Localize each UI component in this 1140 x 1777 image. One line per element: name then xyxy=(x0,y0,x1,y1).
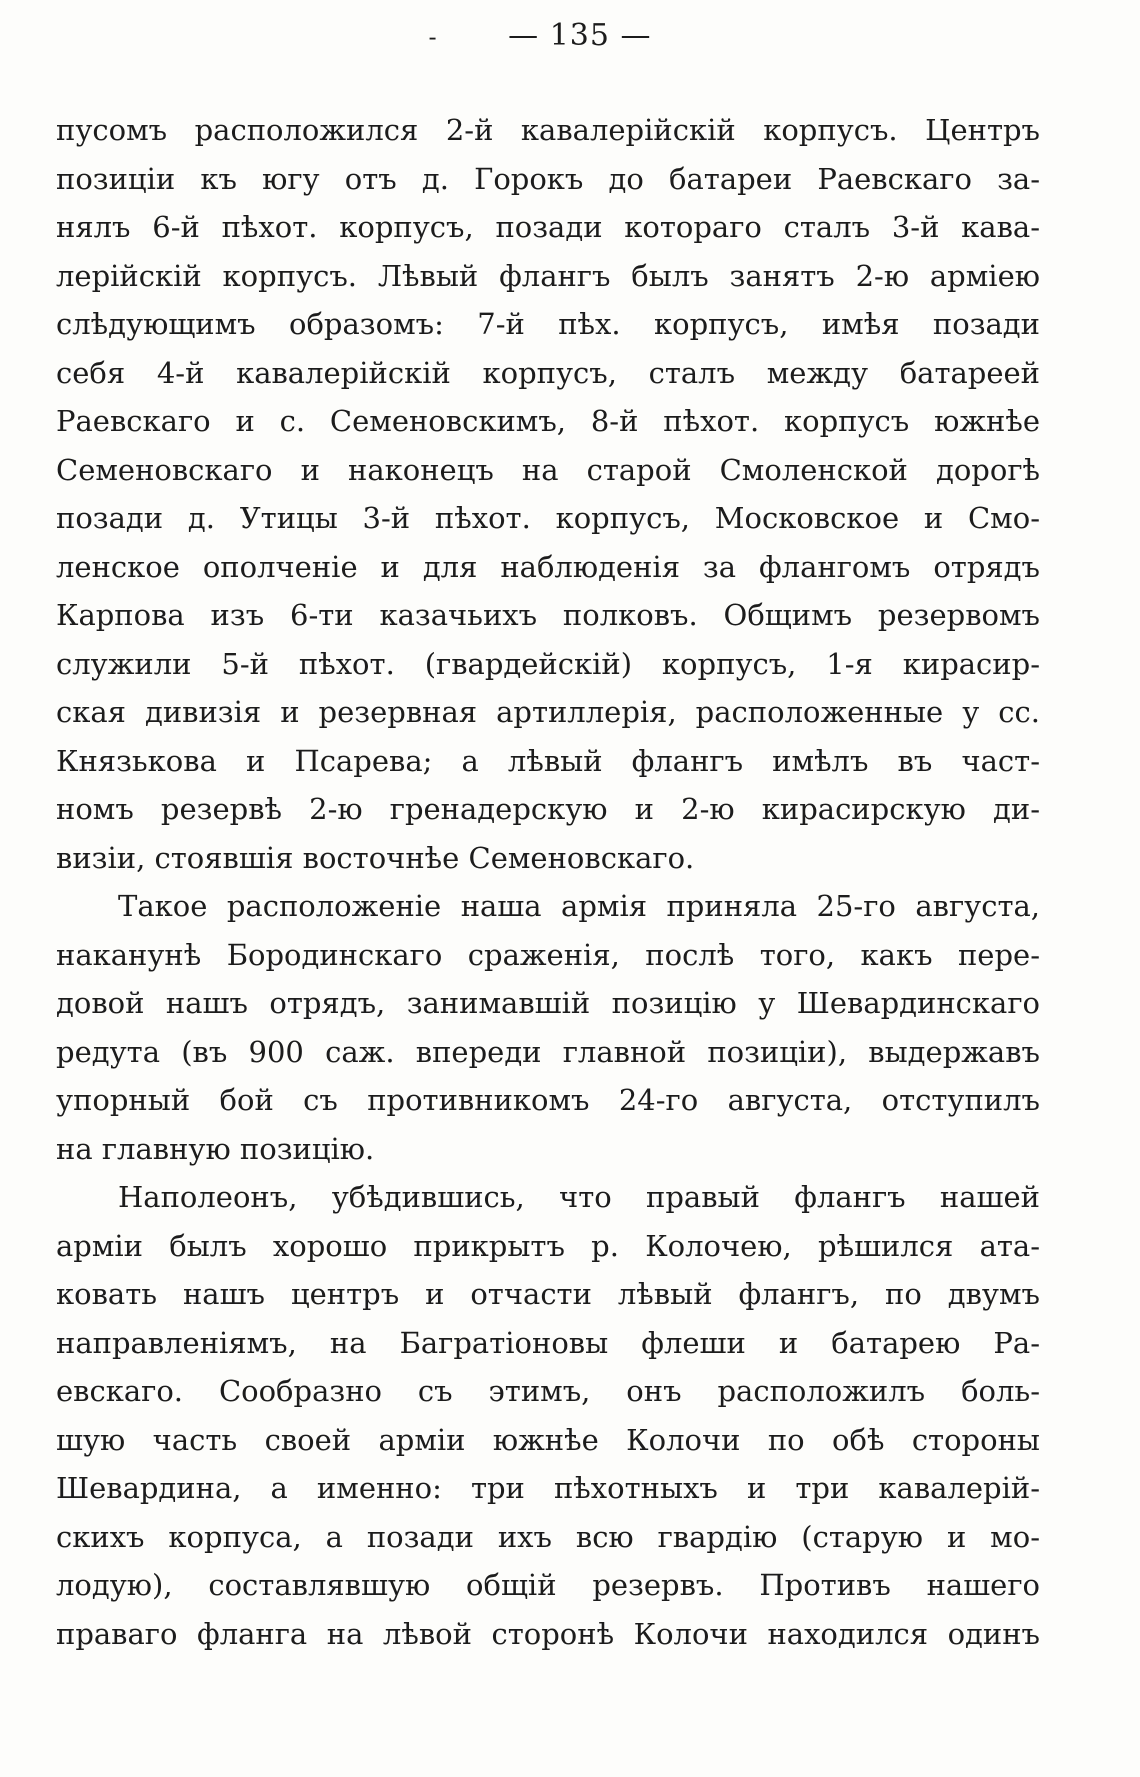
text-line: довой нашъ отрядъ, занимавшій позицію у Шевардинскаго xyxy=(56,986,1040,1020)
text-line: себя 4-й кавалерійскій корпусъ, сталъ между батареей xyxy=(56,355,1040,390)
page-number: — 135 — xyxy=(508,18,652,53)
text-line: ская дивизія и резервная артиллерія, расположенные у сс. xyxy=(56,695,1040,729)
paragraph-2 xyxy=(56,882,1040,1173)
paragraph-1 xyxy=(56,106,1040,882)
text-line: Шевардина, а именно: три пѣхотныхъ и три кавалерій- xyxy=(56,1471,1040,1505)
text-line: позиціи къ югу отъ д. Горокъ до батареи Раевскаго за- xyxy=(56,161,1040,196)
text-line: шую часть своей арміи южнѣе Колочи по обѣ стороны xyxy=(56,1422,1040,1457)
text-line: редута (въ 900 саж. впереди главной позиціи), выдержавъ xyxy=(56,1034,1040,1069)
text-line: арміи былъ хорошо прикрытъ р. Колочею, рѣшился ата- xyxy=(56,1228,1040,1263)
text-line: наканунѣ Бородинскаго сраженія, послѣ того, какъ пере- xyxy=(56,937,1040,972)
text-line: лодую), составлявшую общій резервъ. Противъ нашего xyxy=(56,1568,1040,1602)
text-line: скихъ корпуса, а позади ихъ всю гвардію (старую и мо- xyxy=(56,1519,1040,1554)
text-line: упорный бой съ противникомъ 24-го августа, отступилъ xyxy=(56,1083,1040,1117)
text-line: направленіямъ, на Багратіоновы флеши и батарею Ра- xyxy=(56,1325,1040,1360)
body-text xyxy=(56,106,1040,1658)
paragraph-3 xyxy=(56,1173,1040,1658)
text-line: лерійскій корпусъ. Лѣвый флангъ былъ занятъ 2-ю арміею xyxy=(56,258,1040,293)
text-line: нялъ 6-й пѣхот. корпусъ, позади котораго сталъ 3-й кава- xyxy=(56,210,1040,244)
text-line: ковать нашъ центръ и отчасти лѣвый флангъ, по двумъ xyxy=(56,1277,1040,1311)
text-line: Карпова изъ 6-ти казачьихъ полковъ. Общимъ резервомъ xyxy=(56,598,1040,632)
page-header xyxy=(0,18,1140,53)
text-line: ленское ополченіе и для наблюденія за флангомъ отрядъ xyxy=(56,549,1040,584)
text-line: на главную позицію. xyxy=(56,1131,375,1166)
text-line: номъ резервѣ 2-ю гренадерскую и 2-ю кирасирскую ди- xyxy=(56,792,1040,826)
text-line: Наполеонъ, убѣдившись, что правый флангъ нашей xyxy=(118,1180,1040,1214)
text-line: Князькова и Псарева; а лѣвый флангъ имѣлъ въ част- xyxy=(56,743,1040,778)
text-line: слѣдующимъ образомъ: 7-й пѣх. корпусъ, имѣя позади xyxy=(56,307,1040,341)
text-line: Раевскаго и с. Семеновскимъ, 8-й пѣхот. корпусъ южнѣе xyxy=(56,404,1040,438)
text-line: служили 5-й пѣхот. (гвардейскій) корпусъ, 1-я кирасир- xyxy=(56,646,1040,681)
header-mark: - xyxy=(428,23,438,51)
text-line: праваго фланга на лѣвой сторонѣ Колочи находился одинъ xyxy=(56,1616,1040,1651)
text-line: Такое расположеніе наша армія приняла 25-го августа, xyxy=(118,889,1040,923)
text-line: позади д. Утицы 3-й пѣхот. корпусъ, Московское и Смо- xyxy=(56,501,1040,535)
text-line: пусомъ расположился 2-й кавалерійскій корпусъ. Центръ xyxy=(56,113,1040,147)
text-line: визіи, стоявшія восточнѣе Семеновскаго. xyxy=(56,840,695,875)
text-line: Семеновскаго и наконецъ на старой Смоленской дорогѣ xyxy=(56,452,1040,487)
text-line: евскаго. Сообразно съ этимъ, онъ расположилъ боль- xyxy=(56,1374,1040,1408)
